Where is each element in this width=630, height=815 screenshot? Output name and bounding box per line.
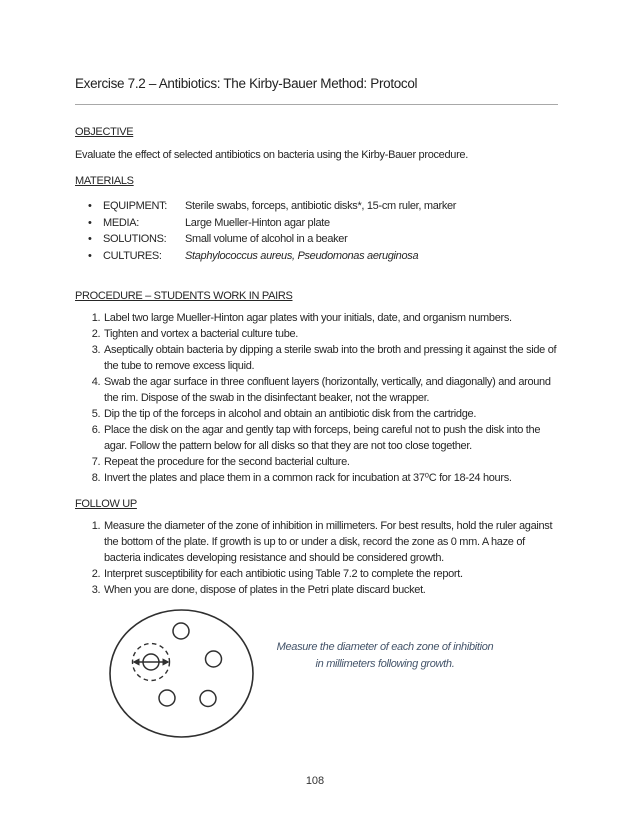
antibiotic-disk (200, 691, 216, 707)
procedure-step: 3. Aseptically obtain bacteria by dipping a sterile swab into the broth and pressing it against the side of the tube to remove excess liquid. (103, 342, 558, 374)
page-number: 108 (305, 775, 325, 787)
materials-row-cultures (75, 248, 558, 265)
antibiotic-disk (159, 690, 175, 706)
procedure-heading: PROCEDURE – STUDENTS WORK IN PAIRS (75, 290, 293, 302)
procedure-step: 8. Invert the plates and place them in a common rack for incubation at 37⁰C for 18-24 hours. (103, 470, 558, 486)
follow-up-step: 1. Measure the diameter of the zone of inhibition in millimeters. For best results, hold the ruler against the bottom of the plate. If growth is up to or under a disk, record the zone as 0 mm. A haze of bacteria indicates developing resistance and should be considered growth. (103, 518, 558, 566)
figure-caption-line2: in millimeters following growth. (315, 657, 455, 670)
diameter-arrowhead-right-icon (163, 658, 170, 665)
follow-up-list (75, 518, 558, 598)
figure-caption (255, 639, 515, 672)
objective-text: Evaluate the effect of selected antibiotics on bacteria using the Kirby-Bauer procedure. (75, 149, 468, 161)
materials-label: SOLUTIONS: (103, 233, 167, 245)
materials-row-media (75, 215, 558, 232)
materials-value: Staphylococcus aureus, Pseudomonas aeruginosa (185, 249, 419, 262)
objective-heading: OBJECTIVE (75, 126, 134, 138)
materials-row-equipment (75, 198, 558, 215)
follow-up-heading: FOLLOW UP (75, 498, 137, 510)
materials-value: Small volume of alcohol in a beaker (185, 233, 348, 245)
petri-plate-diagram (105, 605, 258, 743)
petri-plate-outline (110, 610, 253, 737)
procedure-step: 4. Swab the agar surface in three confluent layers (horizontally, vertically, and diagonally) and around the rim. Dispose of the swab in the disinfectant beaker, not the wrapper. (103, 374, 558, 406)
follow-up-step: 3. When you are done, dispose of plates in the Petri plate discard bucket. (103, 582, 558, 598)
page-title: Exercise 7.2 – Antibiotics: The Kirby-Bauer Method: Protocol (75, 76, 418, 91)
antibiotic-disk (206, 651, 222, 667)
materials-heading: MATERIALS (75, 175, 134, 187)
title-divider (75, 104, 558, 105)
materials-list (75, 198, 558, 264)
materials-label: MEDIA: (103, 216, 139, 229)
materials-label: EQUIPMENT: (103, 200, 168, 212)
figure-caption-line1: Measure the diameter of each zone of inhibition (276, 641, 494, 653)
bullet-icon (88, 248, 103, 265)
procedure-step: 5. Dip the tip of the forceps in alcohol and obtain an antibiotic disk from the cartridge. (103, 406, 558, 422)
materials-value: Sterile swabs, forceps, antibiotic disks*, 15-cm ruler, marker (185, 200, 457, 212)
procedure-list (75, 310, 558, 486)
bullet-icon (88, 231, 103, 248)
bullet-icon (88, 215, 103, 232)
procedure-step: 1. Label two large Mueller-Hinton agar plates with your initials, date, and organism numbers. (103, 310, 558, 326)
procedure-step: 6. Place the disk on the agar and gently tap with forceps, being careful not to push the disk into the agar. Follow the pattern below for all disks so that they are not too close together. (103, 422, 558, 454)
materials-value: Large Mueller-Hinton agar plate (185, 216, 330, 229)
diameter-arrowhead-left-icon (133, 658, 140, 665)
follow-up-step: 2. Interpret susceptibility for each antibiotic using Table 7.2 to complete the report. (103, 566, 558, 582)
bullet-icon (88, 198, 103, 215)
procedure-step: 2. Tighten and vortex a bacterial culture tube. (103, 326, 558, 342)
materials-label: CULTURES: (103, 249, 162, 262)
procedure-step: 7. Repeat the procedure for the second bacterial culture. (103, 454, 558, 470)
materials-row-solutions (75, 231, 558, 248)
antibiotic-disk (173, 623, 189, 639)
petri-plate-figure (75, 605, 558, 747)
